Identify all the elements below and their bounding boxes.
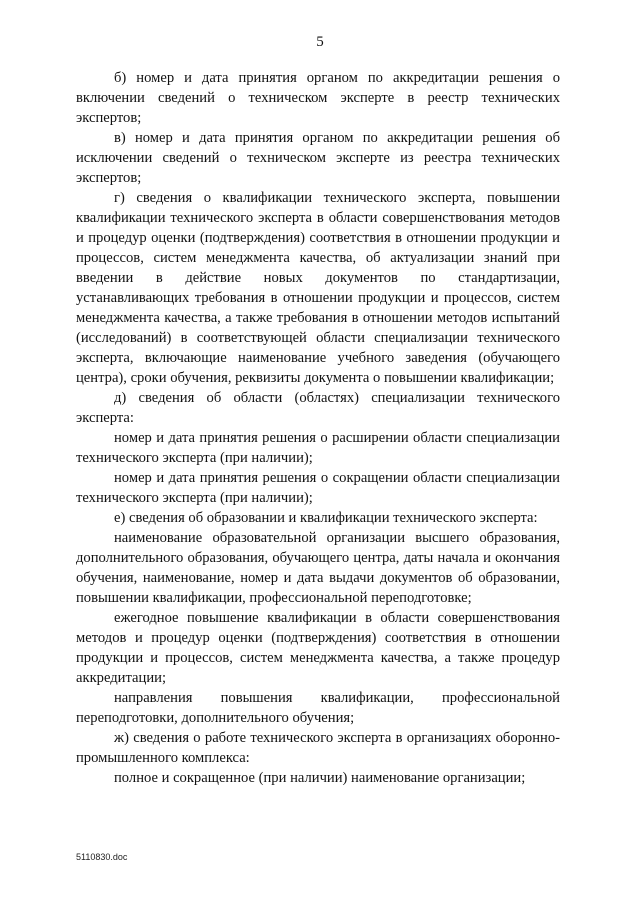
paragraph-zh-organization-name: полное и сокращенное (при наличии) наименование организации; — [114, 770, 526, 786]
paragraph-item-v: в) номер и дата принятия органом по аккредитации решения об исключении сведений о техническом эксперте из реестра технических экспертов; — [76, 130, 560, 186]
paragraph-e-institution: наименование образовательной организации высшего образования, дополнительного образования, обучающего центра, даты начала и окончания обучения, наименование, номер и дата выдачи документов об образовании, повышении квалификации, профессиональной переподготовке; — [76, 530, 560, 606]
paragraph-d-reduction: номер и дата принятия решения о сокращении области специализации технического эксперта (при наличии); — [76, 470, 560, 506]
paragraph-item-b: б) номер и дата принятия органом по аккредитации решения о включении сведений о техническом эксперте в реестр технических экспертов; — [76, 70, 560, 126]
paragraph-e-training-directions: направления повышения квалификации, профессиональной переподготовки, дополнительного обучения; — [76, 690, 560, 726]
paragraph-item-zh: ж) сведения о работе технического эксперта в организациях оборонно-промышленного комплекса: — [76, 730, 560, 766]
footer-file-code: 5110830.doc — [76, 852, 128, 862]
document-body — [76, 68, 560, 788]
paragraph-d-expansion: номер и дата принятия решения о расширении области специализации технического эксперта (при наличии); — [76, 430, 560, 466]
paragraph-item-g: г) сведения о квалификации технического эксперта, повышении квалификации технического эксперта в области совершенствования методов и процедур оценки (подтверждения) соответствия в отношении продукции и процессов, систем менеджмента качества, об актуализации знаний при введении в действие новых документов по стандартизации, устанавливающих требования в отношении продукции и процессов, систем менеджмента качества, а также требования в отношении методов испытаний (исследований) в соответствующей области специализации технического эксперта, включающие наименование учебного заведения (обучающего центра), сроки обучения, реквизиты документа о повышении квалификации; — [76, 190, 560, 386]
paragraph-item-e: е) сведения об образовании и квалификации технического эксперта: — [114, 510, 538, 526]
paragraph-item-d: д) сведения об области (областях) специализации технического эксперта: — [76, 390, 560, 426]
page-number: 5 — [316, 34, 324, 50]
paragraph-e-annual-training: ежегодное повышение квалификации в области совершенствования методов и процедур оценки (подтверждения) соответствия в отношении продукции и процессов, систем менеджмента качества, а также процедур аккредитации; — [76, 610, 560, 686]
